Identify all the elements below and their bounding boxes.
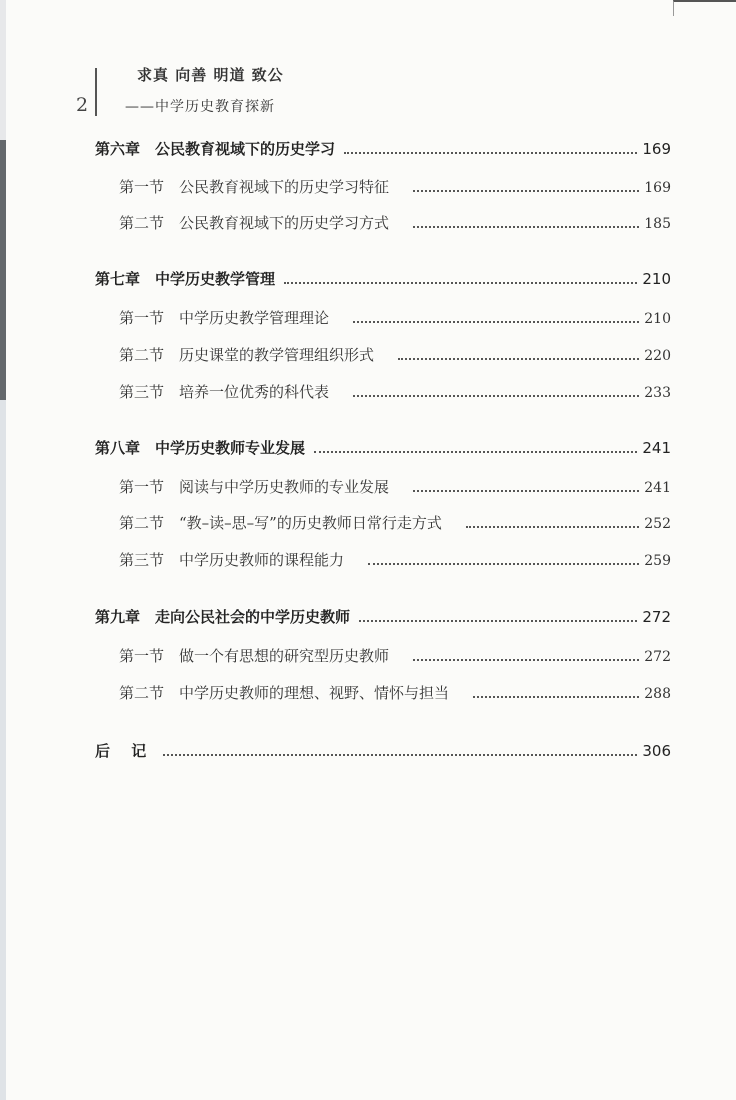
toc-chapter-7[interactable] — [95, 268, 671, 289]
dot-leader — [413, 226, 639, 228]
section-page: 220 — [644, 348, 671, 364]
dot-leader — [413, 490, 639, 492]
chapter-title: 第九章 走向公民社会的中学历史教师 — [95, 608, 351, 626]
dot-leader — [314, 451, 637, 453]
afterword-title: 后 记 — [95, 742, 155, 760]
toc-section-8-2[interactable] — [119, 512, 671, 533]
toc-section-6-2[interactable] — [119, 212, 671, 233]
toc-section-8-3[interactable] — [119, 549, 671, 570]
toc-section-9-2[interactable] — [119, 682, 671, 703]
dot-leader — [163, 754, 637, 756]
toc-chapter-6[interactable] — [95, 138, 671, 159]
dot-leader — [359, 620, 637, 622]
toc-chapter-9[interactable] — [95, 606, 671, 627]
dot-leader — [473, 696, 639, 698]
section-title: 第二节 历史课堂的教学管理组织形式 — [119, 346, 375, 364]
section-title: 第一节 阅读与中学历史教师的专业发展 — [119, 478, 390, 496]
dot-leader — [413, 190, 639, 192]
toc-section-7-1[interactable] — [119, 307, 671, 328]
book-subtitle: ——中学历史教育探新 — [125, 99, 275, 115]
section-title: 第二节 公民教育视域下的历史学习方式 — [119, 214, 390, 232]
dot-leader — [353, 395, 639, 397]
dot-leader — [353, 321, 639, 323]
chapter-title: 第七章 中学历史教学管理 — [95, 270, 276, 288]
chapter-page: 241 — [642, 439, 671, 457]
dot-leader — [284, 282, 637, 284]
section-title: 第二节 “教–读–思–写”的历史教师日常行走方式 — [119, 514, 442, 532]
toc-section-8-1[interactable] — [119, 476, 671, 497]
section-title: 第一节 中学历史教学管理理论 — [119, 309, 330, 327]
section-page: 241 — [644, 480, 671, 496]
chapter-title: 第八章 中学历史教师专业发展 — [95, 439, 306, 457]
toc-section-7-3[interactable] — [119, 381, 671, 402]
dot-leader — [344, 152, 637, 154]
section-title: 第三节 中学历史教师的课程能力 — [119, 551, 345, 569]
section-page: 259 — [644, 553, 671, 569]
chapter-title: 第六章 公民教育视域下的历史学习 — [95, 140, 336, 158]
section-page: 252 — [644, 516, 671, 532]
section-title: 第三节 培养一位优秀的科代表 — [119, 383, 330, 401]
dot-leader — [413, 659, 639, 661]
section-page: 233 — [644, 385, 671, 401]
dot-leader — [398, 358, 639, 360]
page-number: 2 — [76, 94, 89, 116]
book-motto: 求真 向善 明道 致公 — [137, 66, 284, 84]
section-title: 第一节 做一个有思想的研究型历史教师 — [119, 647, 390, 665]
section-title: 第一节 公民教育视域下的历史学习特征 — [119, 178, 390, 196]
chapter-page: 169 — [642, 140, 671, 158]
toc-afterword[interactable] — [95, 740, 671, 761]
section-page: 210 — [644, 311, 671, 327]
toc-section-6-1[interactable] — [119, 176, 671, 197]
dot-leader — [368, 563, 639, 565]
section-title: 第二节 中学历史教师的理想、视野、情怀与担当 — [119, 684, 450, 702]
chapter-page: 272 — [642, 608, 671, 626]
chapter-page: 210 — [642, 270, 671, 288]
section-page: 185 — [644, 216, 671, 232]
section-page: 169 — [644, 180, 671, 196]
section-page: 272 — [644, 649, 671, 665]
toc-section-9-1[interactable] — [119, 645, 671, 666]
afterword-page: 306 — [642, 742, 671, 760]
toc-section-7-2[interactable] — [119, 344, 671, 365]
toc-chapter-8[interactable] — [95, 437, 671, 458]
dot-leader — [466, 526, 639, 528]
section-page: 288 — [644, 686, 671, 702]
